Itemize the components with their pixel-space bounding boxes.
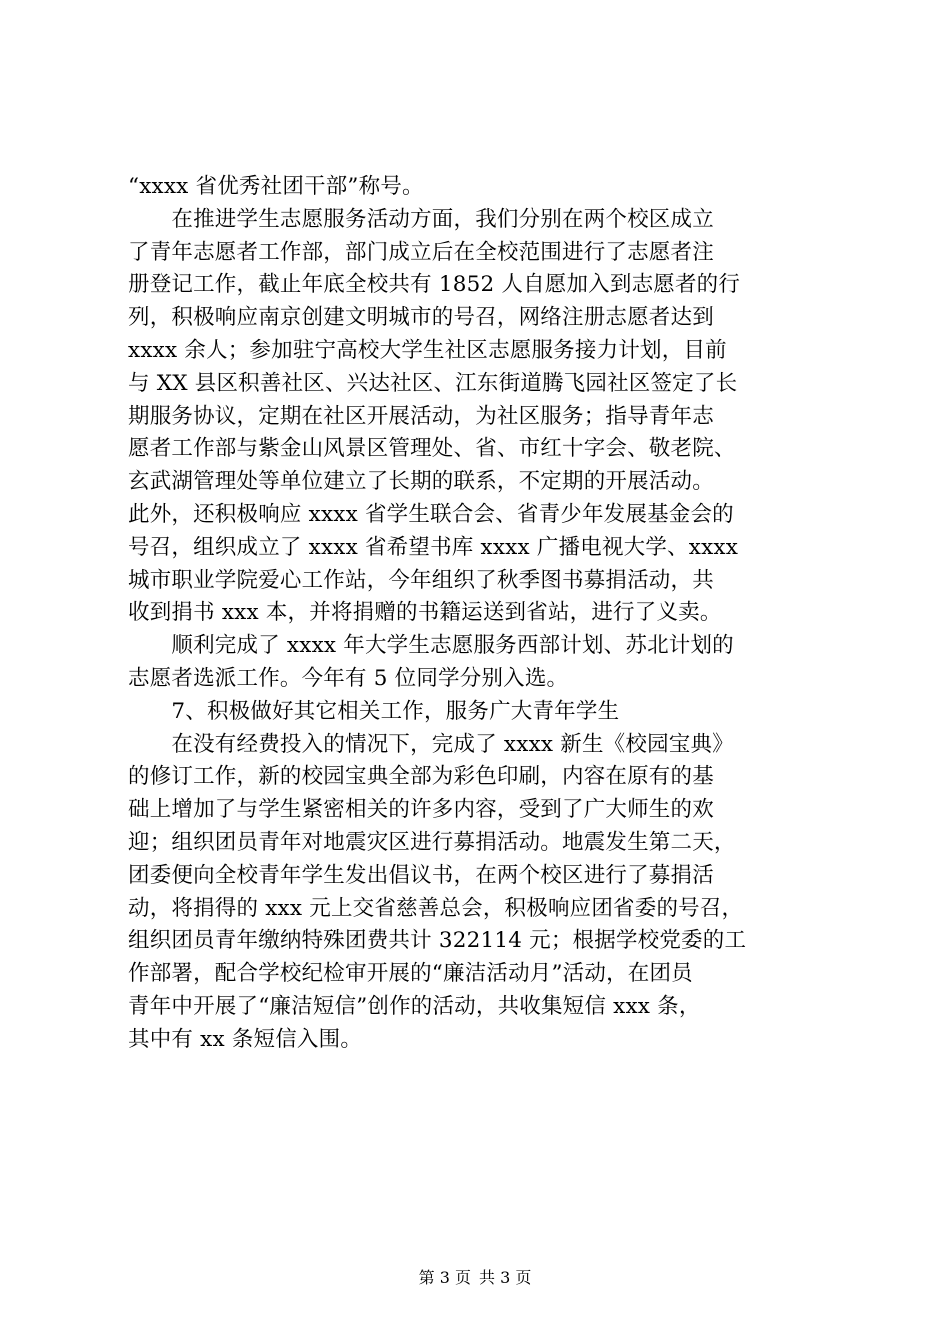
text-line: 作部署，配合学校纪检审开展的“廉洁活动月”活动，在团员 [128,961,693,987]
text-line: 础上增加了与学生紧密相关的许多内容，受到了广大师生的欢 [128,797,714,823]
text-line: “xxxx 省优秀社团干部”称号。 [128,174,424,199]
text-line: 动，将捐得的 xxx 元上交省慈善总会，积极响应团省委的号召， [128,895,744,921]
text-line: 此外，还积极响应 xxxx 省学生联合会、省青少年发展基金会的 [128,501,734,527]
text-line: 团委便向全校青年学生发出倡议书，在两个校区进行了募捐活 [128,862,714,888]
page-footer [0,1268,950,1288]
text-line: 期服务协议，定期在社区开展活动，为社区服务；指导青年志 [128,403,714,429]
text-line: 玄武湖管理处等单位建立了长期的联系，不定期的开展活动。 [128,469,714,495]
text-line: 组织团员青年缴纳特殊团费共计 322114 元；根据学校党委的工 [128,928,747,954]
section-heading: 7、积极做好其它相关工作，服务广大青年学生 [128,698,620,724]
text-line: 列，积极响应南京创建文明城市的号召，网络注册志愿者达到 [128,305,714,331]
text-line: 城市职业学院爱心工作站，今年组织了秋季图书募捐活动，共 [128,567,714,593]
page-total: 共 3 页 [479,1268,532,1287]
text-line: 的修订工作，新的校园宝典全部为彩色印刷，内容在原有的基 [128,764,714,790]
text-line: 与 XX 县区积善社区、兴达社区、江东街道腾飞园社区签定了长 [128,370,738,396]
text-line: xxxx 余人；参加驻宁高校大学生社区志愿服务接力计划，目前 [128,337,727,363]
document-body [128,171,828,1057]
text-line: 愿者工作部与紫金山风景区管理处、省、市红十字会、敬老院、 [128,436,736,462]
text-line: 号召，组织成立了 xxxx 省希望书库 xxxx 广播电视大学、xxxx [128,534,739,560]
text-line: 志愿者选派工作。今年有 5 位同学分别入选。 [128,665,569,691]
text-line: 了青年志愿者工作部，部门成立后在全校范围进行了志愿者注 [128,239,714,265]
text-line: 册登记工作，截止年底全校共有 1852 人自愿加入到志愿者的行 [128,272,741,298]
text-line: 收到捐书 xxx 本，并将捐赠的书籍运送到省站，进行了义卖。 [128,600,722,626]
page-number: 第 3 页 [418,1268,471,1287]
text-line: 青年中开展了“廉洁短信”创作的活动，共收集短信 xxx 条， [128,993,701,1019]
text-line: 顺利完成了 xxxx 年大学生志愿服务西部计划、苏北计划的 [128,633,734,659]
text-line: 在推进学生志愿服务活动方面，我们分别在两个校区成立 [128,206,714,232]
text-line: 其中有 xx 条短信入围。 [128,1026,363,1052]
text-line: 迎；组织团员青年对地震灾区进行募捐活动。地震发生第二天， [128,829,736,855]
text-line: 在没有经费投入的情况下，完成了 xxxx 新生《校园宝典》 [128,731,734,757]
